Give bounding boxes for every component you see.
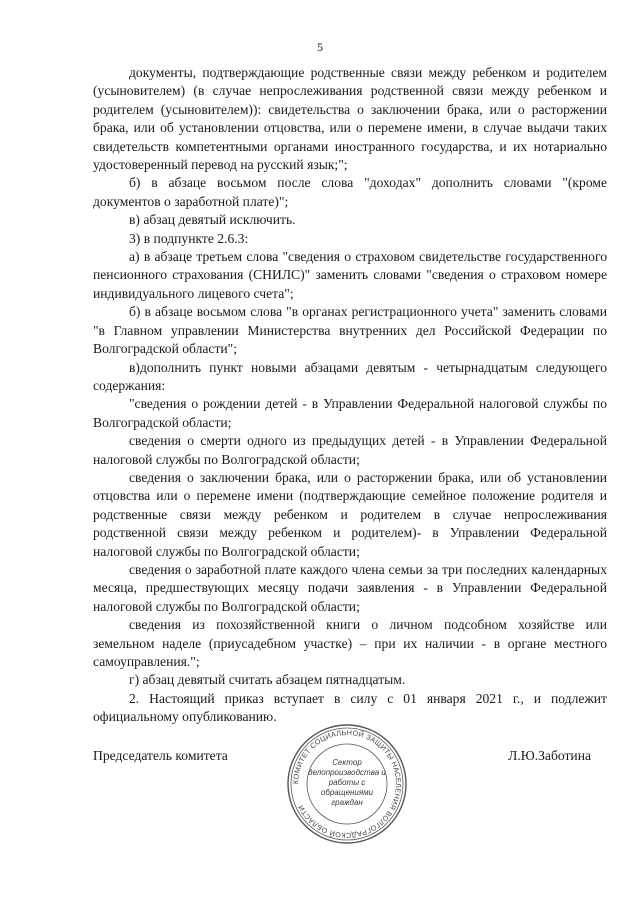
- stamp-ring-text: КОМИТЕТ СОЦИАЛЬНОЙ ЗАЩИТЫ НАСЕЛЕНИЯ ВОЛГОГРАДСКОЙ ОБЛАСТИ: [290, 727, 404, 841]
- page-number: 5: [317, 40, 323, 54]
- paragraph: сведения из похозяйственной книги о личном подсобном хозяйстве или земельном наделе (приусадебном участке) – при их наличии - в органе местного самоуправления.";: [93, 617, 607, 669]
- paragraph: сведения о смерти одного из предыдущих детей - в Управлении Федеральной налоговой службы по Волгоградской области;: [93, 433, 607, 467]
- paragraph: 2. Настоящий приказ вступает в силу с 01 января 2021 г., и подлежит официальному опубликованию.: [93, 690, 607, 725]
- document-body: [93, 64, 607, 727]
- paragraph: а) в абзаце третьем слова "сведения о страховом свидетельстве государственного пенсионного страхования (СНИЛС)" заменить словами "сведения о страховом номере индивидуального лицевого счета";: [93, 249, 607, 301]
- paragraph: б) в абзаце восьмом слова "в органах регистрационного учета" заменить словами "в Главном управлении Министерства внутренних дел Российской Федерации по Волгоградской области";: [93, 304, 607, 357]
- signatory-name: Л.Ю.Заботина: [508, 748, 591, 763]
- paragraph: сведения о заключении брака, или о расторжении брака, или об установлении отцовства или о перемене имени (подтверждающие семейное положение родителя и родственные связи между ребенком и родителем в случае непрослеживания родственной связи между ребенком и родителем)- в Управлении Федеральной налоговой службы по Волгоградской области;: [93, 469, 607, 559]
- stamp-inner-text: Сектор делопроизводства и работы с обращениями граждан: [308, 758, 386, 807]
- official-stamp: [285, 722, 409, 846]
- paragraph: в)дополнить пункт новыми абзацами девятым - четырнадцатым следующего содержания:: [93, 359, 607, 393]
- signatory-position: Председатель комитета: [93, 748, 228, 763]
- paragraph: 3) в подпункте 2.6.3:: [129, 230, 249, 246]
- paragraph: в) абзац девятый исключить.: [129, 212, 296, 228]
- paragraph: сведения о заработной плате каждого члена семьи за три последних календарных месяца, предшествующих месяцу подачи заявления - в Управлении Федеральной налоговой службы по Волгоградской области;: [93, 561, 607, 614]
- paragraph: б) в абзаце восьмом после слова "доходах" дополнить словами "(кроме документов о заработной плате)";: [93, 175, 607, 209]
- paragraph: документы, подтверждающие родственные связи между ребенком и родителем (усыновителем) (в случае непрослеживания родственной связи между ребенком и родителем (усыновителем)): свидетельства о заключении брака, или о расторжении брака, или об установлении отцовства, или о перемене имени, в случае выдачи таких свидетельств компетентными органами иностранного государства, и их нотариально удостоверенный перевод на русский язык;";: [93, 65, 607, 173]
- paragraph: "сведения о рождении детей - в Управлении Федеральной налоговой службы по Волгоградской области;: [93, 396, 607, 430]
- paragraph: г) абзац девятый считать абзацем пятнадцатым.: [129, 672, 406, 688]
